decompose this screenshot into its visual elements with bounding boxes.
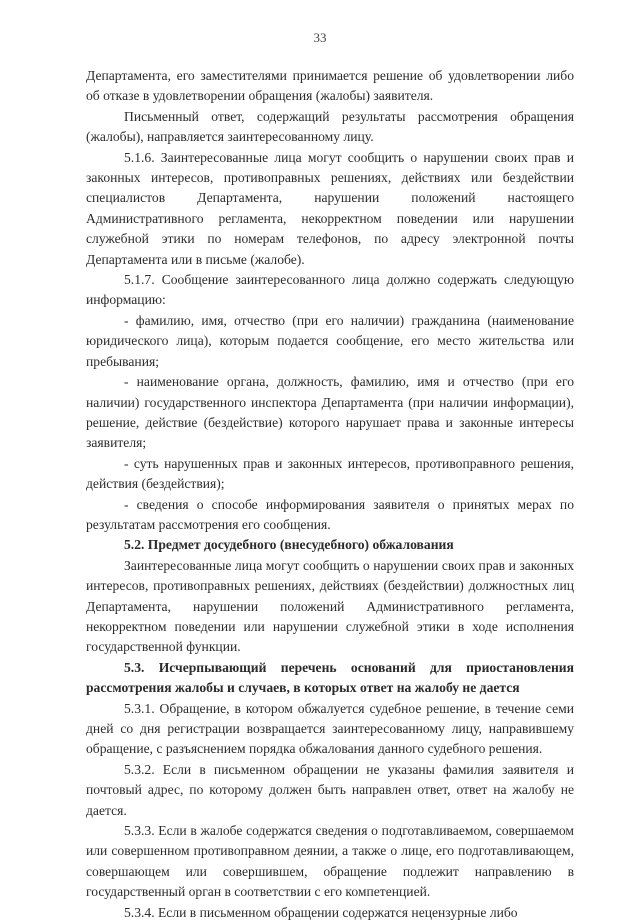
paragraph-5-3-1: 5.3.1. Обращение, в котором обжалуется судебное решение, в течение семи дней со дня регистрации возвращается заинтересованному лицу, направившему обращение, с разъяснением порядка обжалования данного судебного решения. <box>86 700 574 757</box>
section-heading-5-3: 5.3. Исчерпывающий перечень оснований для приостановления рассмотрения жалобы и случаев, в которых ответ на жалобу не дается <box>86 659 574 696</box>
list-item: - наименование органа, должность, фамилию, имя и отчество (при его наличии) государственного инспектора Департамента (при наличии информации), решение, действие (бездействие) которого нарушает права и законные интересы заявителя; <box>86 374 574 451</box>
paragraph: Департамента, его заместителями принимается решение об удовлетворении либо об отказе в удовлетворении обращения (жалобы) заявителя. <box>86 68 574 104</box>
page-number: 33 <box>313 30 327 45</box>
paragraph-5-3-3: 5.3.3. Если в жалобе содержатся сведения о подготавливаемом, совершаемом или совершенном противоправном деянии, а также о лице, его подготавливающем, совершающем или совершившем, обращение подлежит направлению в государственный орган в соответствии с его компетенцией. <box>86 823 574 900</box>
list-item: - фамилию, имя, отчество (при его наличии) гражданина (наименование юридического лица), которым подается сообщение, его место жительства или пребывания; <box>86 312 574 369</box>
paragraph: Письменный ответ, содержащий результаты рассмотрения обращения (жалобы), направляется заинтересованному лицу. <box>86 108 574 145</box>
paragraph-5-3-4: 5.3.4. Если в письменном обращении содержатся нецензурные либо <box>124 904 518 920</box>
paragraph: Заинтересованные лица могут сообщить о нарушении своих прав и законных интересов, противоправных решениях, действиях (бездействии) должностных лиц Департамента, нарушении положений Административного регламента, некорректном поведении или нарушении служебной этики в ходе исполнения государственной функции. <box>86 557 574 655</box>
list-item: - суть нарушенных прав и законных интересов, противоправного решения, действия (бездействия); <box>86 455 574 492</box>
document-body <box>86 66 574 923</box>
paragraph-5-1-6: 5.1.6. Заинтересованные лица могут сообщить о нарушении своих прав и законных интересов, противоправных решениях, действиях или бездействии специалистов Департамента, нарушении положений настоящего Административного регламента, некорректном поведении или нарушении служебной этики по номерам телефонов, по адресу электронной почты Департамента или в письме (жалобе). <box>86 149 574 267</box>
paragraph-5-3-2: 5.3.2. Если в письменном обращении не указаны фамилия заявителя и почтовый адрес, по которому должен быть направлен ответ, ответ на жалобу не дается. <box>86 761 574 818</box>
paragraph-5-1-7: 5.1.7. Сообщение заинтересованного лица должно содержать следующую информацию: <box>86 272 574 308</box>
section-heading-5-2: 5.2. Предмет досудебного (внесудебного) обжалования <box>124 537 454 553</box>
list-item: - сведения о способе информирования заявителя о принятых мерах по результатам рассмотрения его сообщения. <box>86 496 574 532</box>
